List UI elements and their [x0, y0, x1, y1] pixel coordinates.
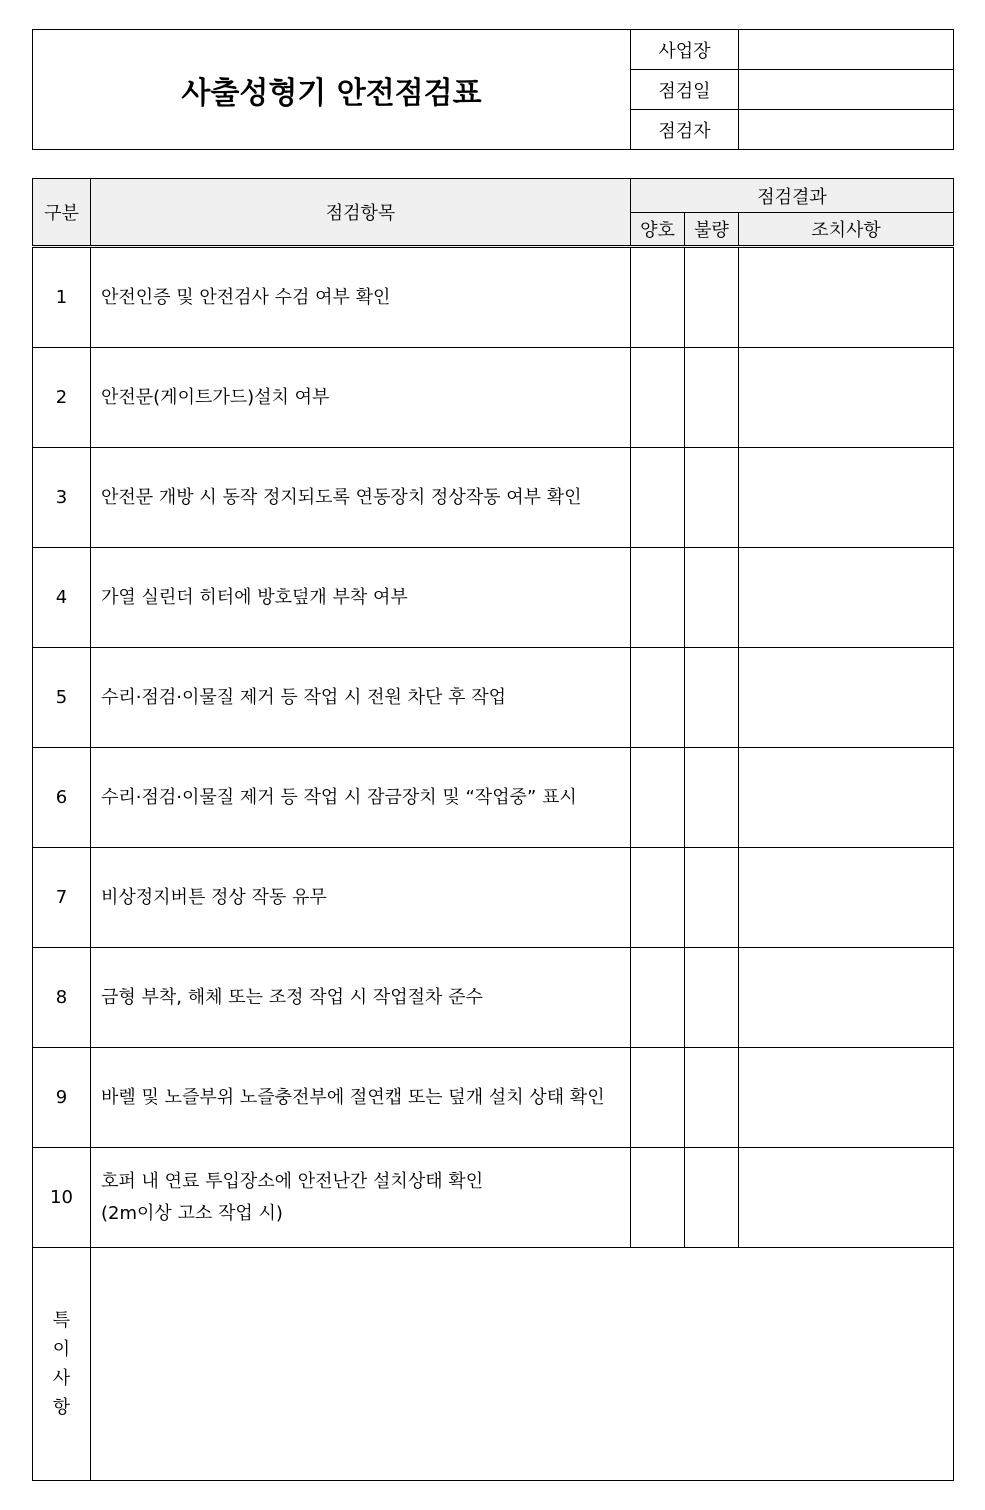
item-text	[91, 1048, 631, 1148]
bad-header: 불량	[685, 213, 739, 247]
bad-cell[interactable]	[685, 348, 739, 448]
table-row	[33, 247, 954, 348]
item-text-line: (2m이상 고소 작업 시)	[101, 1202, 283, 1224]
item-text-line: 바렐 및 노즐부위 노즐충전부에 절연캡 또는 덮개 설치 상태 확인	[101, 1086, 605, 1108]
table-row	[33, 548, 954, 648]
header-table	[32, 29, 954, 150]
bad-cell[interactable]	[685, 648, 739, 748]
action-cell[interactable]	[739, 1048, 954, 1148]
table-row	[33, 948, 954, 1048]
item-number: 5	[33, 648, 91, 748]
item-number: 6	[33, 748, 91, 848]
inspector-label: 점검자	[631, 110, 739, 150]
notes-label-char: 사	[52, 1368, 71, 1389]
table-row	[33, 1048, 954, 1148]
table-row	[33, 648, 954, 748]
notes-label	[33, 1248, 91, 1481]
item-text	[91, 648, 631, 748]
item-text-line: 안전문(게이트가드)설치 여부	[101, 386, 330, 408]
item-text-line: 안전인증 및 안전검사 수검 여부 확인	[101, 286, 391, 308]
notes-field[interactable]	[91, 1248, 954, 1481]
item-text	[91, 848, 631, 948]
action-cell[interactable]	[739, 748, 954, 848]
item-text	[91, 1148, 631, 1248]
site-field[interactable]	[739, 30, 954, 70]
result-header: 점검결과	[631, 179, 954, 213]
table-row	[33, 848, 954, 948]
item-number: 7	[33, 848, 91, 948]
bad-cell[interactable]	[685, 548, 739, 648]
item-text	[91, 548, 631, 648]
item-number: 9	[33, 1048, 91, 1148]
item-text-line: 수리·점검·이물질 제거 등 작업 시 전원 차단 후 작업	[101, 686, 506, 708]
item-text-line: 수리·점검·이물질 제거 등 작업 시 잠금장치 및 “작업중” 표시	[101, 786, 577, 808]
item-text	[91, 348, 631, 448]
inspection-date-field[interactable]	[739, 70, 954, 110]
bad-cell[interactable]	[685, 748, 739, 848]
item-text-line: 안전문 개방 시 동작 정지되도록 연동장치 정상작동 여부 확인	[101, 486, 582, 508]
good-cell[interactable]	[631, 448, 685, 548]
good-cell[interactable]	[631, 247, 685, 348]
site-label: 사업장	[631, 30, 739, 70]
action-cell[interactable]	[739, 1148, 954, 1248]
action-cell[interactable]	[739, 548, 954, 648]
document-title: 사출성형기 안전점검표	[33, 30, 631, 150]
category-header: 구분	[33, 179, 91, 247]
notes-label-char: 항	[52, 1397, 71, 1418]
notes-label-char: 이	[52, 1339, 71, 1360]
table-row	[33, 348, 954, 448]
item-number: 3	[33, 448, 91, 548]
good-cell[interactable]	[631, 1148, 685, 1248]
table-row	[33, 748, 954, 848]
bad-cell[interactable]	[685, 1048, 739, 1148]
item-number: 1	[33, 247, 91, 348]
item-number: 10	[33, 1148, 91, 1248]
item-text	[91, 948, 631, 1048]
bad-cell[interactable]	[685, 247, 739, 348]
notes-label-char: 특	[52, 1310, 71, 1331]
bad-cell[interactable]	[685, 1148, 739, 1248]
action-cell[interactable]	[739, 348, 954, 448]
bad-cell[interactable]	[685, 448, 739, 548]
item-text	[91, 748, 631, 848]
action-cell[interactable]	[739, 247, 954, 348]
action-cell[interactable]	[739, 448, 954, 548]
action-header: 조치사항	[739, 213, 954, 247]
good-cell[interactable]	[631, 848, 685, 948]
bad-cell[interactable]	[685, 848, 739, 948]
item-text-line: 비상정지버튼 정상 작동 유무	[101, 886, 327, 908]
good-cell[interactable]	[631, 648, 685, 748]
good-header: 양호	[631, 213, 685, 247]
item-header: 점검항목	[91, 179, 631, 247]
checklist-table	[32, 178, 954, 1481]
bad-cell[interactable]	[685, 948, 739, 1048]
item-number: 4	[33, 548, 91, 648]
good-cell[interactable]	[631, 748, 685, 848]
good-cell[interactable]	[631, 548, 685, 648]
good-cell[interactable]	[631, 948, 685, 1048]
item-text	[91, 247, 631, 348]
table-row	[33, 1148, 954, 1248]
item-text-line: 금형 부착, 해체 또는 조정 작업 시 작업절차 준수	[101, 986, 483, 1008]
good-cell[interactable]	[631, 348, 685, 448]
action-cell[interactable]	[739, 948, 954, 1048]
item-text-line: 가열 실린더 히터에 방호덮개 부착 여부	[101, 586, 408, 608]
item-number: 2	[33, 348, 91, 448]
action-cell[interactable]	[739, 648, 954, 748]
item-text	[91, 448, 631, 548]
inspector-field[interactable]	[739, 110, 954, 150]
notes-row	[33, 1248, 954, 1481]
inspection-date-label: 점검일	[631, 70, 739, 110]
action-cell[interactable]	[739, 848, 954, 948]
good-cell[interactable]	[631, 1048, 685, 1148]
table-row	[33, 448, 954, 548]
item-text-line: 호퍼 내 연료 투입장소에 안전난간 설치상태 확인	[101, 1170, 484, 1192]
item-number: 8	[33, 948, 91, 1048]
